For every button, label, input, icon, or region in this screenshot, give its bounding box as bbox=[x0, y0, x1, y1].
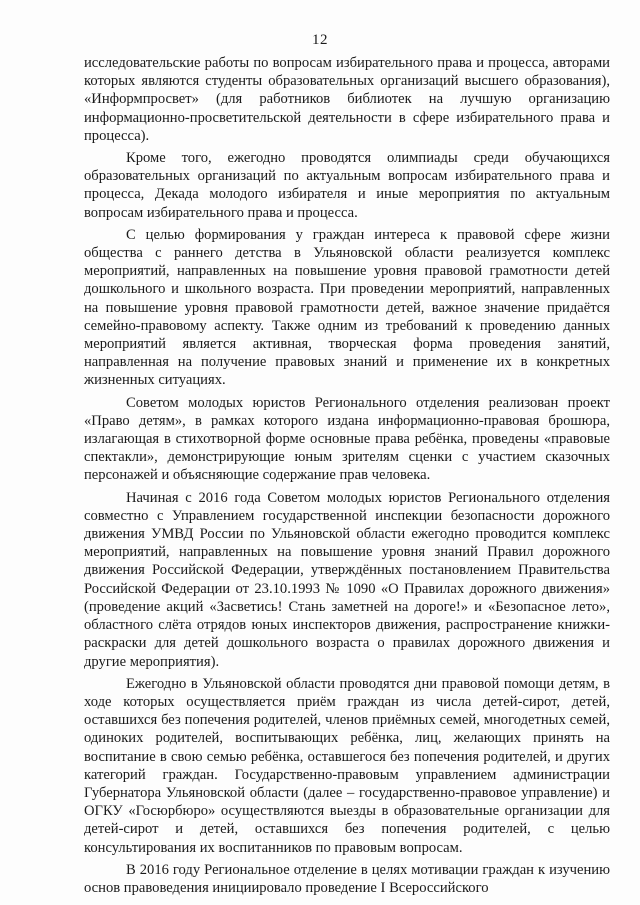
paragraph-regional-office-2016: В 2016 году Региональное отделение в целях мотивации граждан к изучению основ правоведения инициировало проведение I Всероссийского bbox=[84, 861, 610, 896]
paragraph-legal-aid-days: Ежегодно в Ульяновской области проводятся дни правовой помощи детям, в ходе которых осуществляется приём граждан из числа детей-сирот, детей, оставшихся без попечения родителей, членов приёмных семей, многодетных семей, одиноких родителей, воспитывающих ребёнка, лиц, желающих принять на воспитание в свою семью ребёнка, оставшегося без попечения родителей, и других категорий граждан. Государственно-правовым управлением администрации Губернатора Ульяновской области (далее – государственно-правовое управление) и ОГКУ «Госюрбюро» осуществляются выезды в образовательные организации для детей-сирот и детей, оставшихся без попечения родителей, с целью консультирования их воспитанников по правовым вопросам. bbox=[84, 675, 610, 856]
paragraph-traffic-rules: Начиная с 2016 года Советом молодых юристов Регионального отделения совместно с Управлением государственной инспекции безопасности дорожного движения УМВД России по Ульяновской области ежегодно проводится комплекс мероприятий, направленных на повышение уровня знаний Правил дорожного движения Российской Федерации, утверждённых постановлением Правительства Российской Федерации от 23.10.1993 № 1090 «О Правилах дорожного движения» (проведение акций «Засветись! Стань заметней на дороге!» и «Безопасное лето», областного слёта отрядов юных инспекторов движения, распространение книжки-раскраски для детей дошкольного возраста о правилах дорожного движения и другие мероприятия). bbox=[84, 489, 610, 670]
page-number: 12 bbox=[312, 32, 328, 48]
paragraph-young-lawyers-project: Советом молодых юристов Регионального отделения реализован проект «Право детям», в рамках которого издана информационно-правовая брошюра, излагающая в стихотворной форме основные права ребёнка, проведены «правовые спектакли», демонстрирующие юным зрителям сценки с участием сказочных персонажей и объясняющие содержание прав человека. bbox=[84, 394, 610, 484]
paragraph-legal-literacy-children: С целью формирования у граждан интереса к правовой сфере жизни общества с раннего детства в Ульяновской области реализуется комплекс мероприятий, направленных на повышение уровня правовой грамотности детей дошкольного и школьного возраста. При проведении мероприятий, направленных на повышение уровня правовой грамотности детей, важное значение придаётся семейно-правовому аспекту. Также одним из требований к проведению данных мероприятий является активная, творческая форма проведения занятий, направленная на получение правовых знаний и применение их в конкретных жизненных ситуациях. bbox=[84, 226, 610, 389]
paragraph-elections-contests-continued: исследовательские работы по вопросам избирательного права и процесса, авторами которых являются студенты образовательных организаций высшего образования), «Информпросвет» (для работников библиотек на лучшую организацию информационно-просветительской деятельности в сфере избирательного права и процесса). bbox=[84, 55, 610, 144]
paragraph-olympiads: Кроме того, ежегодно проводятся олимпиады среди обучающихся образовательных организаций по актуальным вопросам избирательного права и процесса, Декада молодого избирателя и иные мероприятия по актуальным вопросам избирательного права и процесса. bbox=[84, 150, 610, 221]
document-body bbox=[84, 54, 610, 897]
